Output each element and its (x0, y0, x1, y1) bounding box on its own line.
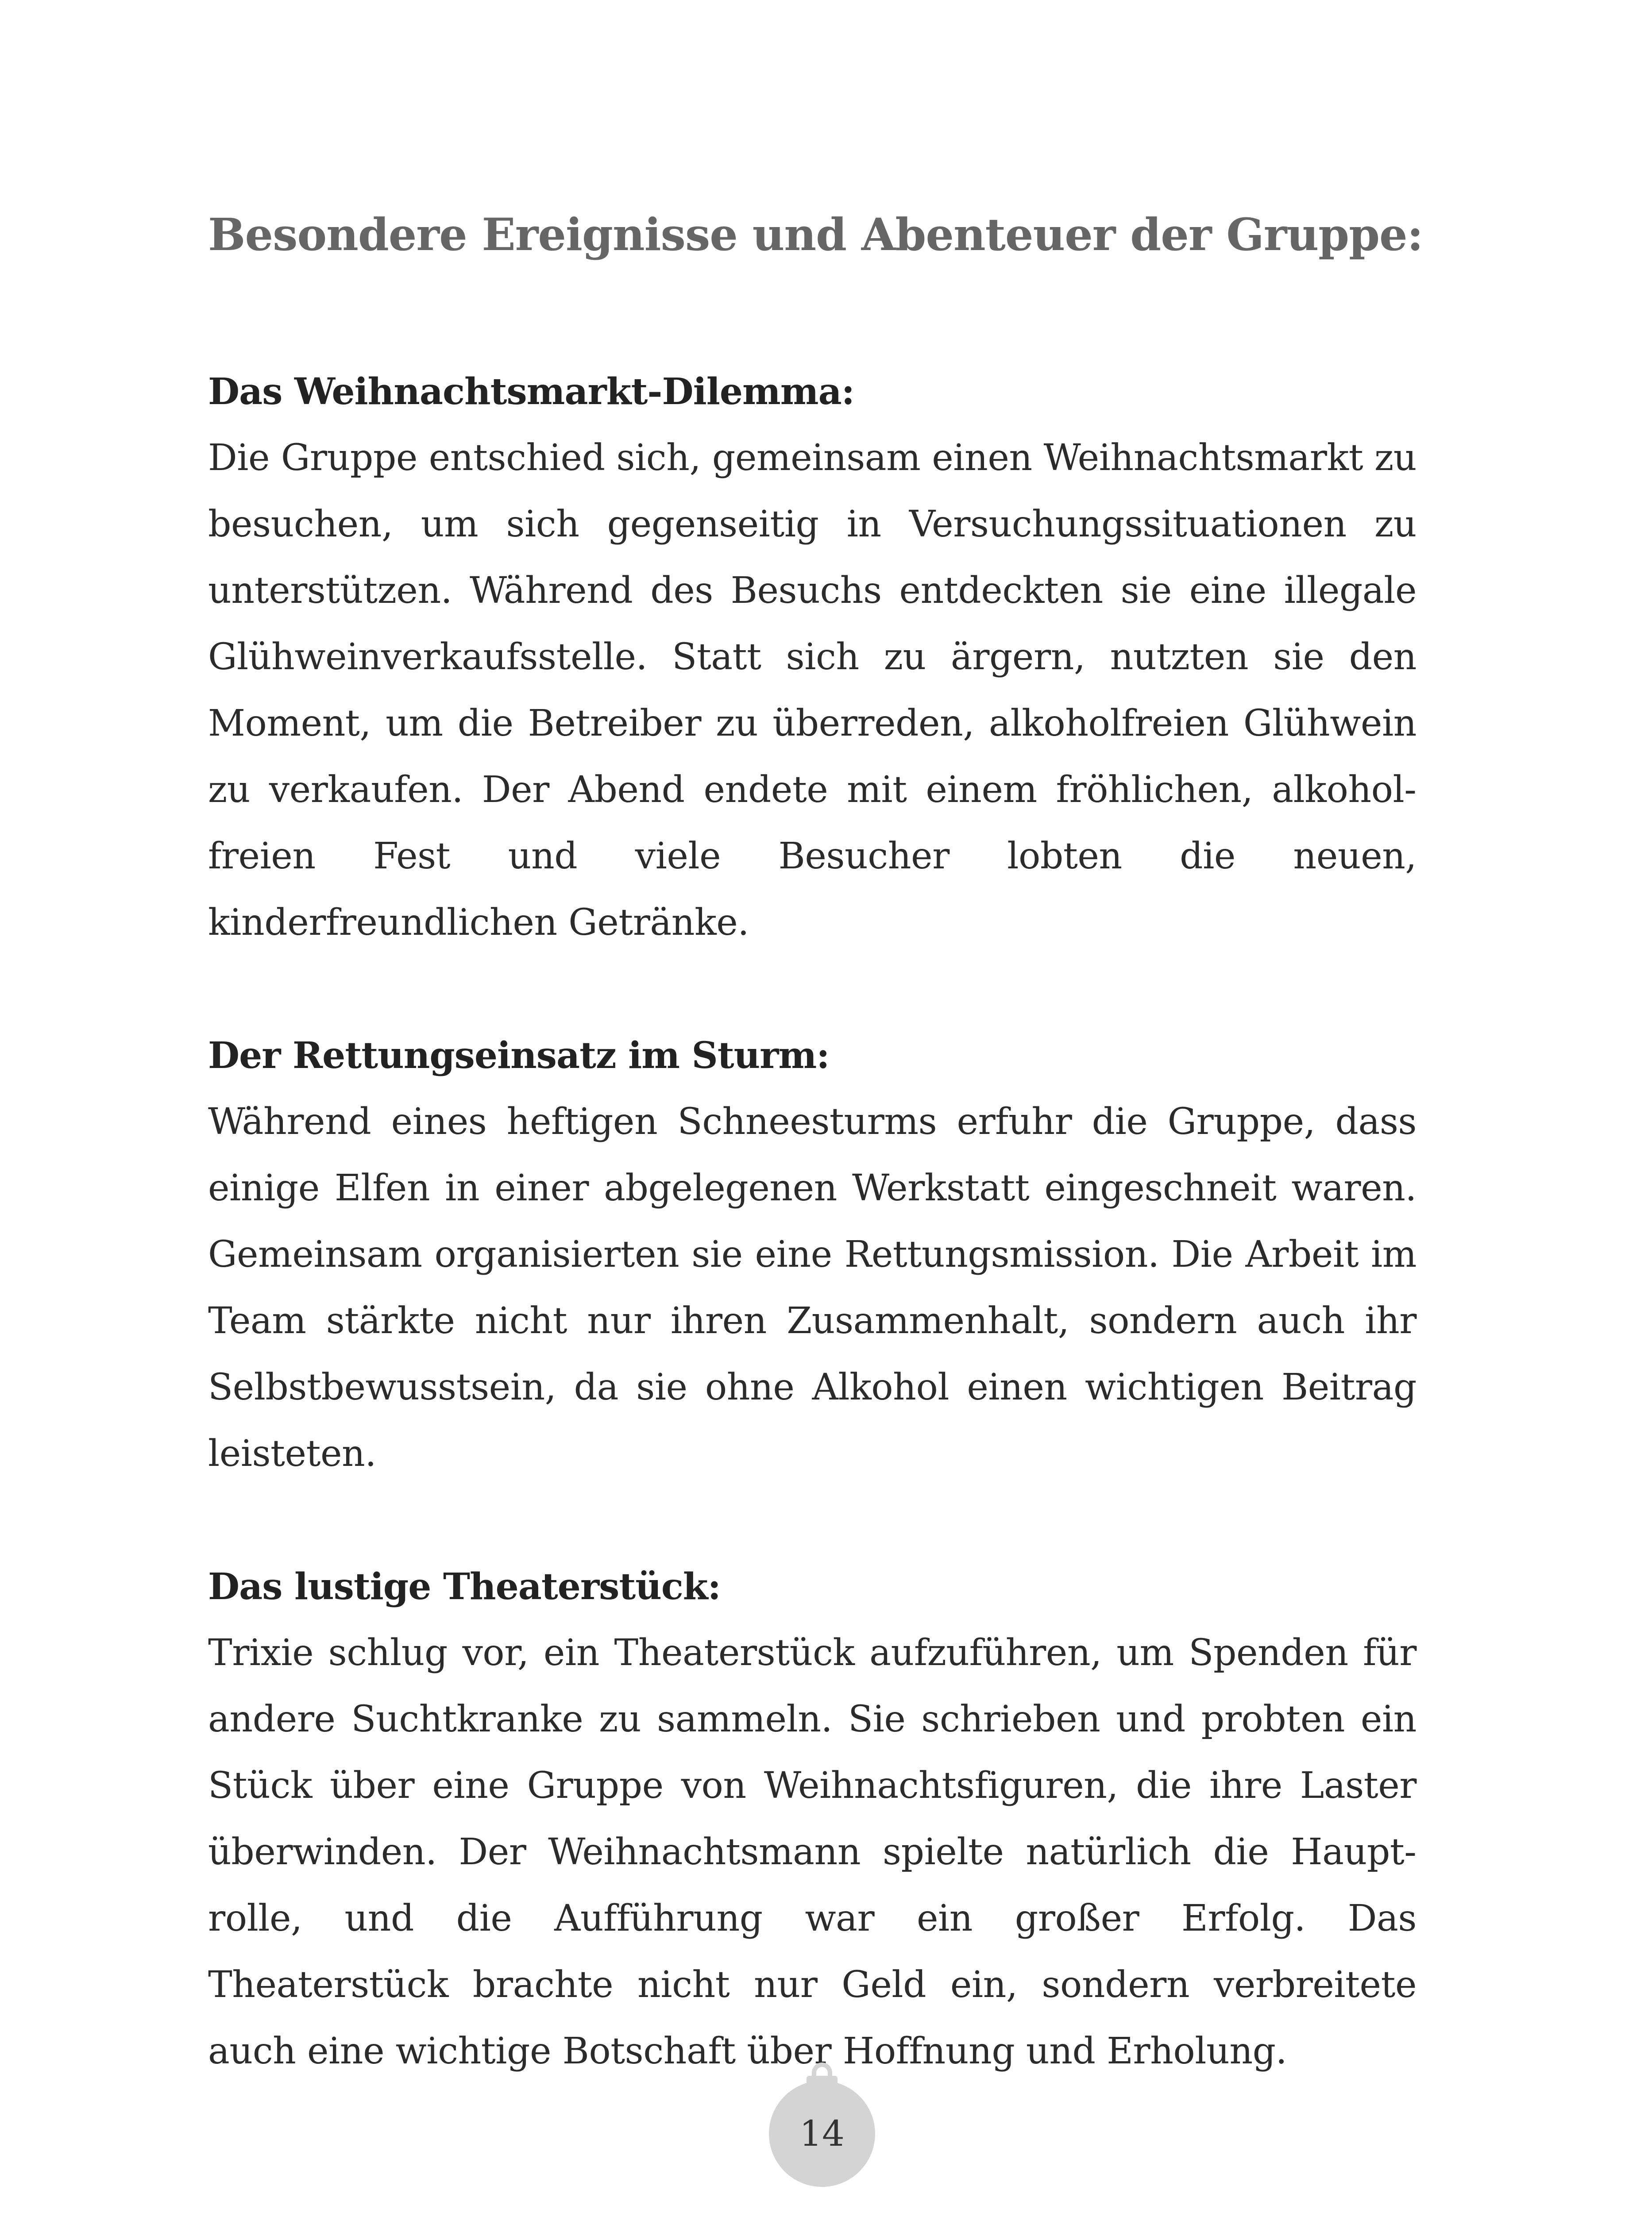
page-heading: Besondere Ereignisse und Abenteuer der Gruppe: (208, 208, 1423, 261)
section-weihnachtsmarkt (208, 359, 1417, 956)
section-body: Während eines heftigen Schneesturms erfuhr die Gruppe, dass einige Elfen in einer abgelegenen Werkstatt eingeschneit waren. Gemeinsam organisierten sie eine Rettungsmission. Die Arbeit im Team stärkte nicht nur ihren Zusammenhalt, sondern auch ihr Selbstbewusstsein, da sie ohne Alkohol einen wichtigen Beitrag leisteten. (208, 1101, 1417, 1475)
ornament-bauble-icon (769, 2081, 875, 2187)
section-title: Der Rettungseinsatz im Sturm: (208, 1034, 830, 1077)
section-rettungseinsatz (208, 1022, 1417, 1487)
page-number: 14 (799, 2113, 845, 2154)
section-theaterstueck (208, 1554, 1417, 2085)
section-body: Die Gruppe entschied sich, gemeinsam einen Weihnachtsmarkt zu besuchen, um sich gegenseitig in Versuchungssituationen zu unterstützen. Während des Besuchs entdeckten sie eine illegale Glühweinverkaufsstelle. Statt sich zu ärgern, nutzten sie den Moment, um die Betreiber zu überreden, alkoholfreien Glühwein zu verkaufen. Der Abend endete mit einem fröhlichen, alkoholfreien Fest und viele Besucher lobten die neuen, kinderfreundlichen Getränke. (208, 437, 1417, 944)
section-title: Das lustige Theaterstück: (208, 1565, 721, 1608)
section-title: Das Weihnachtsmarkt-Dilemma: (208, 370, 854, 413)
page-content (208, 195, 1423, 2085)
section-body: Trixie schlug vor, ein Theaterstück aufzuführen, um Spenden für andere Suchtkranke zu sammeln. Sie schrieben und probten ein Stück über eine Gruppe von Weihnachtsfiguren, die ihre Laster überwinden. Der Weihnachtsmann spielte natürlich die Hauptrolle, und die Aufführung war ein großer Erfolg. Das Theaterstück brachte nicht nur Geld ein, sondern verbreitete auch eine wichtige Botschaft über Hoffnung und Erholung. (208, 1632, 1417, 2072)
